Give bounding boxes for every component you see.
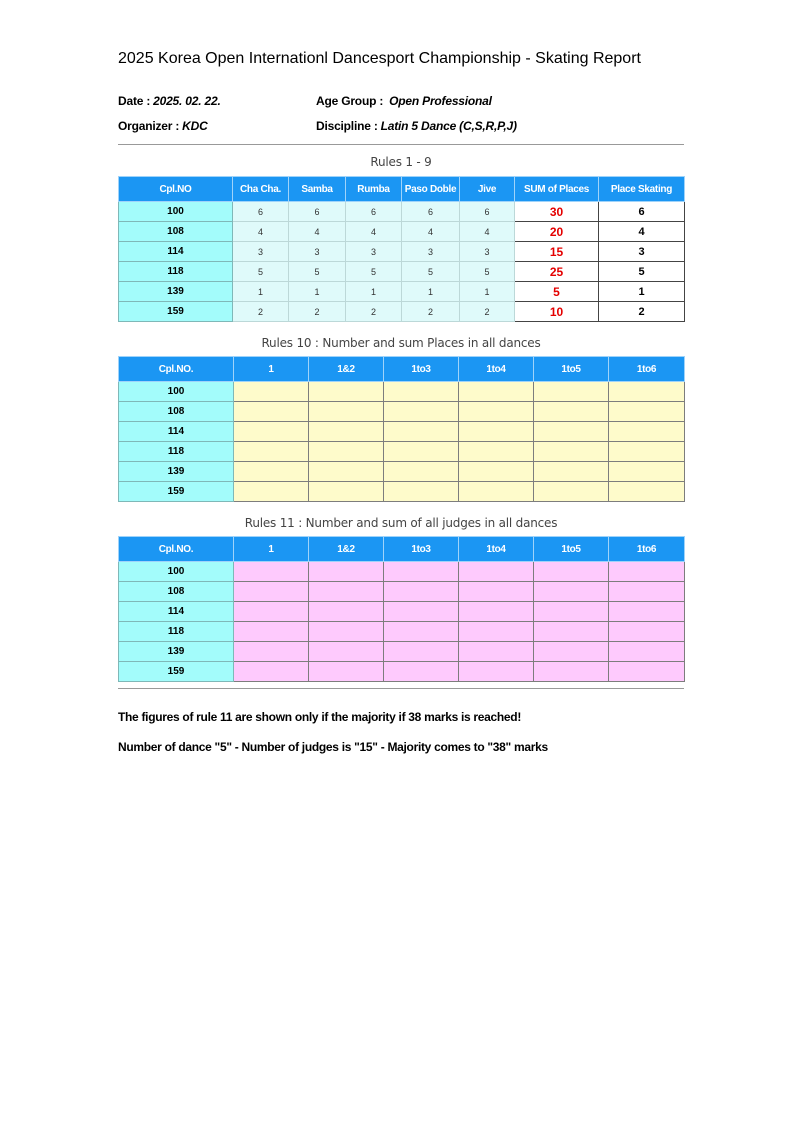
- empty-value-cell: [459, 442, 534, 462]
- empty-value-cell: [534, 382, 609, 402]
- empty-value-cell: [534, 442, 609, 462]
- place-skating-cell: 5: [599, 262, 685, 282]
- discipline-field: [316, 119, 517, 133]
- date-value: 2025. 02. 22.: [153, 94, 221, 108]
- dance-place-cell: 4: [289, 222, 346, 242]
- dance-place-cell: 5: [402, 262, 460, 282]
- empty-value-cell: [384, 402, 459, 422]
- couple-number-cell: 118: [119, 262, 233, 282]
- table-row: [119, 642, 685, 662]
- couple-number-cell: 118: [119, 442, 234, 462]
- empty-value-cell: [534, 462, 609, 482]
- discipline-value: Latin 5 Dance (C,S,R,P,J): [380, 119, 517, 133]
- col-header-1to6: 1to6: [609, 357, 685, 382]
- dance-place-cell: 6: [460, 202, 515, 222]
- majority-note: The figures of rule 11 are shown only if the majority if 38 marks is reached!: [118, 710, 522, 724]
- col-header-sum-of-places: SUM of Places: [515, 177, 599, 202]
- empty-value-cell: [384, 482, 459, 502]
- couple-number-cell: 114: [119, 422, 234, 442]
- rules-11-caption: Rules 11 : Number and sum of all judges in all dances: [244, 516, 558, 530]
- col-header-cha-cha: Cha Cha.: [233, 177, 289, 202]
- dance-place-cell: 6: [289, 202, 346, 222]
- empty-value-cell: [384, 642, 459, 662]
- dance-place-cell: 4: [460, 222, 515, 242]
- couple-number-cell: 139: [119, 642, 234, 662]
- empty-value-cell: [384, 622, 459, 642]
- dance-place-cell: 4: [346, 222, 402, 242]
- col-header-cpl: Cpl.NO.: [119, 357, 234, 382]
- dance-place-cell: 5: [460, 262, 515, 282]
- place-skating-cell: 4: [599, 222, 685, 242]
- col-header-1: 1: [234, 537, 309, 562]
- dance-place-cell: 3: [460, 242, 515, 262]
- dance-place-cell: 5: [289, 262, 346, 282]
- table-row: [119, 662, 685, 682]
- col-header-1to4: 1to4: [459, 537, 534, 562]
- col-header-1: 1: [234, 357, 309, 382]
- empty-value-cell: [534, 402, 609, 422]
- empty-value-cell: [309, 462, 384, 482]
- empty-value-cell: [384, 462, 459, 482]
- sum-of-places-cell: 15: [515, 242, 599, 262]
- empty-value-cell: [609, 642, 685, 662]
- discipline-label: Discipline :: [316, 119, 378, 133]
- couple-number-cell: 100: [119, 382, 234, 402]
- empty-value-cell: [459, 582, 534, 602]
- dance-place-cell: 5: [346, 262, 402, 282]
- organizer-field: [118, 119, 208, 133]
- dance-place-cell: 4: [402, 222, 460, 242]
- age-group-label: Age Group :: [316, 94, 384, 108]
- col-header-1to6: 1to6: [609, 537, 685, 562]
- organizer-label: Organizer :: [118, 119, 180, 133]
- empty-value-cell: [234, 382, 309, 402]
- empty-value-cell: [309, 602, 384, 622]
- empty-value-cell: [384, 662, 459, 682]
- empty-value-cell: [309, 642, 384, 662]
- empty-value-cell: [459, 562, 534, 582]
- empty-value-cell: [384, 582, 459, 602]
- rules-10-header-row: [119, 357, 685, 382]
- sum-of-places-cell: 30: [515, 202, 599, 222]
- couple-number-cell: 159: [119, 662, 234, 682]
- table-row: [119, 462, 685, 482]
- organizer-value: KDC: [182, 119, 208, 133]
- col-header-1to4: 1to4: [459, 357, 534, 382]
- rules-1-9-table: [118, 176, 685, 322]
- empty-value-cell: [234, 642, 309, 662]
- rules-11-header-row: [119, 537, 685, 562]
- report-title: 2025 Korea Open Internationl Dancesport Championship - Skating Report: [118, 50, 641, 67]
- table-row: [119, 382, 685, 402]
- table-row: [119, 442, 685, 462]
- dance-place-cell: 2: [289, 302, 346, 322]
- couple-number-cell: 100: [119, 562, 234, 582]
- rules-1-9-header-row: [119, 177, 685, 202]
- couple-number-cell: 114: [119, 242, 233, 262]
- empty-value-cell: [309, 442, 384, 462]
- empty-value-cell: [234, 582, 309, 602]
- couple-number-cell: 108: [119, 582, 234, 602]
- empty-value-cell: [309, 382, 384, 402]
- couple-number-cell: 118: [119, 622, 234, 642]
- empty-value-cell: [459, 602, 534, 622]
- place-skating-cell: 2: [599, 302, 685, 322]
- table-row: [119, 242, 685, 262]
- couple-number-cell: 108: [119, 222, 233, 242]
- empty-value-cell: [459, 402, 534, 422]
- empty-value-cell: [534, 602, 609, 622]
- table-row: [119, 562, 685, 582]
- empty-value-cell: [234, 602, 309, 622]
- dance-place-cell: 2: [346, 302, 402, 322]
- empty-value-cell: [309, 662, 384, 682]
- empty-value-cell: [459, 662, 534, 682]
- empty-value-cell: [609, 482, 685, 502]
- col-header-1to3: 1to3: [384, 537, 459, 562]
- couple-number-cell: 114: [119, 602, 234, 622]
- sum-of-places-cell: 20: [515, 222, 599, 242]
- col-header-cpl: Cpl.NO: [119, 177, 233, 202]
- dance-place-cell: 3: [233, 242, 289, 262]
- couple-number-cell: 100: [119, 202, 233, 222]
- empty-value-cell: [234, 402, 309, 422]
- col-header-cpl: Cpl.NO.: [119, 537, 234, 562]
- dance-place-cell: 2: [460, 302, 515, 322]
- table-row: [119, 402, 685, 422]
- empty-value-cell: [609, 382, 685, 402]
- judges-note: Number of dance "5" - Number of judges is "15" - Majority comes to "38" marks: [118, 740, 548, 754]
- empty-value-cell: [609, 662, 685, 682]
- empty-value-cell: [534, 482, 609, 502]
- date-field: [118, 94, 221, 108]
- table-row: [119, 422, 685, 442]
- dance-place-cell: 2: [233, 302, 289, 322]
- couple-number-cell: 139: [119, 282, 233, 302]
- col-header-paso-doble: Paso Doble: [402, 177, 460, 202]
- table-row: [119, 282, 685, 302]
- divider-bottom: [118, 688, 684, 689]
- empty-value-cell: [309, 562, 384, 582]
- empty-value-cell: [609, 442, 685, 462]
- table-row: [119, 302, 685, 322]
- empty-value-cell: [234, 482, 309, 502]
- dance-place-cell: 3: [402, 242, 460, 262]
- place-skating-cell: 1: [599, 282, 685, 302]
- dance-place-cell: 5: [233, 262, 289, 282]
- table-row: [119, 222, 685, 242]
- empty-value-cell: [234, 462, 309, 482]
- empty-value-cell: [234, 422, 309, 442]
- dance-place-cell: 1: [289, 282, 346, 302]
- empty-value-cell: [234, 562, 309, 582]
- col-header-samba: Samba: [289, 177, 346, 202]
- dance-place-cell: 3: [289, 242, 346, 262]
- place-skating-cell: 6: [599, 202, 685, 222]
- col-header-1to5: 1to5: [534, 537, 609, 562]
- table-row: [119, 262, 685, 282]
- empty-value-cell: [459, 382, 534, 402]
- dance-place-cell: 1: [402, 282, 460, 302]
- dance-place-cell: 6: [402, 202, 460, 222]
- empty-value-cell: [309, 582, 384, 602]
- dance-place-cell: 3: [346, 242, 402, 262]
- empty-value-cell: [609, 602, 685, 622]
- col-header-1-2: 1&2: [309, 537, 384, 562]
- empty-value-cell: [384, 562, 459, 582]
- place-skating-cell: 3: [599, 242, 685, 262]
- sum-of-places-cell: 10: [515, 302, 599, 322]
- empty-value-cell: [609, 622, 685, 642]
- couple-number-cell: 108: [119, 402, 234, 422]
- sum-of-places-cell: 5: [515, 282, 599, 302]
- col-header-place-skating: Place Skating: [599, 177, 685, 202]
- empty-value-cell: [534, 642, 609, 662]
- empty-value-cell: [234, 662, 309, 682]
- table-row: [119, 482, 685, 502]
- empty-value-cell: [234, 442, 309, 462]
- empty-value-cell: [534, 662, 609, 682]
- empty-value-cell: [609, 562, 685, 582]
- empty-value-cell: [309, 622, 384, 642]
- empty-value-cell: [234, 622, 309, 642]
- empty-value-cell: [609, 582, 685, 602]
- empty-value-cell: [609, 462, 685, 482]
- empty-value-cell: [534, 622, 609, 642]
- divider-top: [118, 144, 684, 145]
- couple-number-cell: 159: [119, 302, 233, 322]
- table-row: [119, 622, 685, 642]
- empty-value-cell: [459, 622, 534, 642]
- empty-value-cell: [459, 642, 534, 662]
- rules-1-9-caption: Rules 1 - 9: [370, 155, 432, 169]
- table-row: [119, 602, 685, 622]
- table-row: [119, 202, 685, 222]
- empty-value-cell: [534, 422, 609, 442]
- dance-place-cell: 1: [346, 282, 402, 302]
- empty-value-cell: [534, 582, 609, 602]
- rules-11-table: [118, 536, 685, 682]
- dance-place-cell: 1: [233, 282, 289, 302]
- rules-10-table: [118, 356, 685, 502]
- couple-number-cell: 159: [119, 482, 234, 502]
- empty-value-cell: [309, 422, 384, 442]
- empty-value-cell: [384, 442, 459, 462]
- dance-place-cell: 2: [402, 302, 460, 322]
- empty-value-cell: [309, 482, 384, 502]
- dance-place-cell: 6: [233, 202, 289, 222]
- col-header-1to5: 1to5: [534, 357, 609, 382]
- date-label: Date :: [118, 94, 151, 108]
- age-group-value: Open Professional: [389, 94, 492, 108]
- col-header-1to3: 1to3: [384, 357, 459, 382]
- table-row: [119, 582, 685, 602]
- empty-value-cell: [384, 422, 459, 442]
- sum-of-places-cell: 25: [515, 262, 599, 282]
- col-header-rumba: Rumba: [346, 177, 402, 202]
- dance-place-cell: 6: [346, 202, 402, 222]
- couple-number-cell: 139: [119, 462, 234, 482]
- empty-value-cell: [384, 602, 459, 622]
- col-header-1-2: 1&2: [309, 357, 384, 382]
- empty-value-cell: [459, 462, 534, 482]
- empty-value-cell: [609, 422, 685, 442]
- col-header-jive: Jive: [460, 177, 515, 202]
- empty-value-cell: [609, 402, 685, 422]
- empty-value-cell: [459, 482, 534, 502]
- empty-value-cell: [309, 402, 384, 422]
- age-group-field: [316, 94, 492, 108]
- empty-value-cell: [384, 382, 459, 402]
- empty-value-cell: [459, 422, 534, 442]
- dance-place-cell: 4: [233, 222, 289, 242]
- empty-value-cell: [534, 562, 609, 582]
- dance-place-cell: 1: [460, 282, 515, 302]
- rules-10-caption: Rules 10 : Number and sum Places in all dances: [261, 336, 541, 350]
